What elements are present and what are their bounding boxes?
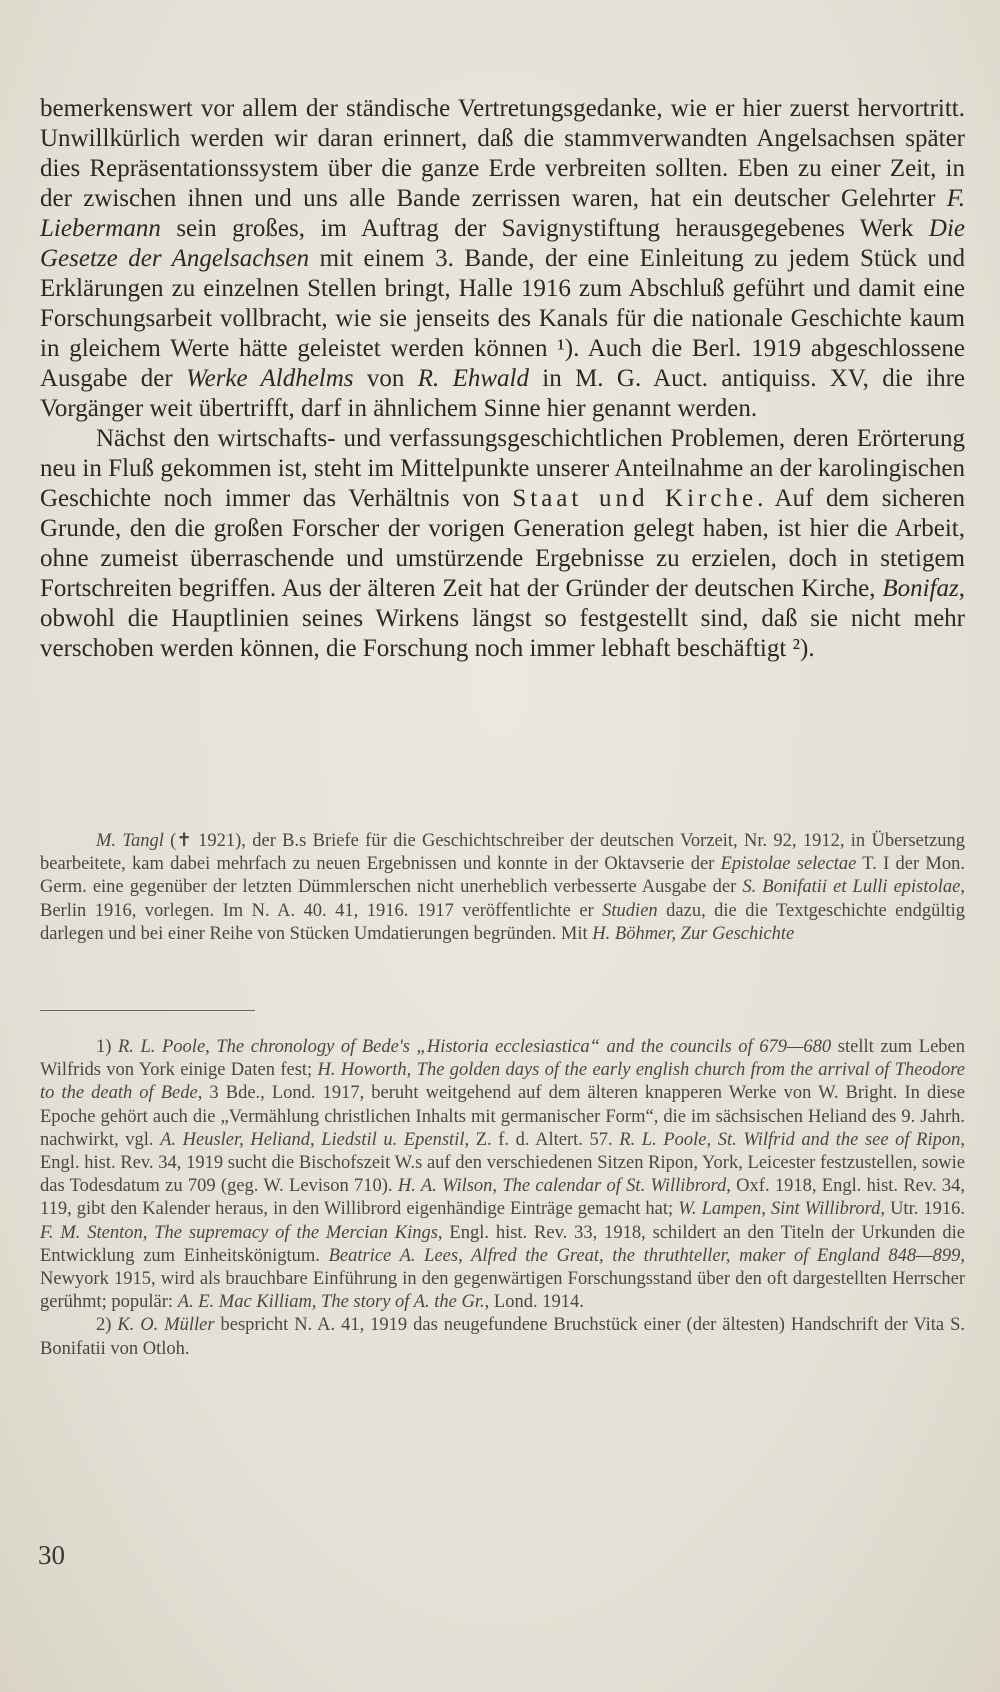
small-print-continuation (40, 830, 965, 946)
text-run: Nächst den wirtschafts- und verfassungsgeschichtlichen Problemen, deren Erörterung neu in Fluß gekommen ist, steht im Mittelpunkte unserer Anteilnahme an der karolingischen Geschichte noch immer das Verhältnis von (40, 425, 965, 512)
text-run: (✝ 1921), der B.s Briefe für die Geschichtschreiber der deutschen Vorzeit, Nr. 92, 1912, in Übersetzung bearbeitete, kam dabei mehrfach zu neuen Ergebnissen und konnte in der Oktavserie der (40, 831, 965, 875)
text-run: , Engl. hist. Rev. 34, 1919 sucht die Bischofszeit W.s auf den verschiedenen Sitzen Ripon, York, Leicester festzustellen, sowie das Todesdatum zu 709 (geg. W. Levison 710). (40, 1129, 965, 1197)
citation: R. L. Poole, St. Wilfrid and the see of Ripon (619, 1129, 961, 1150)
footnote-1 (40, 1036, 965, 1314)
author-name: R. Ehwald (417, 365, 529, 392)
citation: A. Heusler, Heliand, Liedstil u. Epenstil (160, 1129, 465, 1150)
author-name: H. Böhmer, Zur Geschichte (592, 923, 795, 944)
footnote-divider (40, 1010, 255, 1011)
text-run: , obwohl die Hauptlinien seines Wirkens längst so festgestellt sind, daß sie nicht mehr verschoben werden können, die Forschung noch immer lebhaft beschäftigt ²). (40, 575, 965, 662)
paragraph-1 (40, 94, 965, 424)
author-name: M. Tangl (96, 831, 164, 851)
text-run: bemerkenswert vor allem der ständische Vertretungsgedanke, wie er hier zuerst hervortritt. Unwillkürlich werden wir daran erinnert, daß die stammverwandten Angelsachsen später dies Repräsentationssystem über die ganze Erde verbreiten sollten. Eben zu einer Zeit, in der zwischen ihnen und uns alle Bande zerrissen waren, hat ein deutscher Gelehrter (40, 95, 965, 212)
text-run: , Berlin 1916, vorlegen. Im N. A. 40. 41, 1916. 1917 veröffentlichte er (40, 877, 965, 921)
text-run: in M. G. Auct. antiquiss. XV, die ihre Vorgänger weit übertrifft, darf in ähnlichem Sinne hier genannt werden. (40, 365, 966, 422)
footnote-2 (40, 1314, 965, 1360)
person-name: Bonifaz (882, 575, 959, 602)
author-name: K. O. Müller (117, 1315, 215, 1336)
text-run: T. I der Mon. Germ. eine gegenüber der letzten Dümmlerschen nicht unerheblich verbesserte Ausgabe der (40, 854, 965, 898)
work-title: Werke Aldhelms (186, 365, 354, 392)
text-run: , Newyork 1915, wird als brauchbare Einführung in den gegenwärtigen Forschungsstand über den oft dargestellten Herrscher gerühmt; populär: (40, 1245, 965, 1313)
text-run: stellt zum Leben Wilfrids von York einige Daten fest; (40, 1037, 965, 1081)
text-run: , Utr. 1916. (880, 1199, 966, 1220)
text-run: sein großes, im Auftrag der Savignystiftung herausgegebenes Werk (160, 215, 929, 242)
text-run: , Z. f. d. Altert. 57. (464, 1129, 620, 1150)
work-title: Studien (602, 900, 658, 921)
citation: F. M. Stenton, The supremacy of the Mercian Kings (40, 1222, 438, 1243)
text-run: , 3 Bde., Lond. 1917, beruht weitgehend auf dem älteren knapperen Werke von W. Bright. In diese Epoche gehört auch die „Vermählung christlichen Inhalts mit germanischer Form“, die im sächsischen Heliand des 9. Jahrh. nachwirkt, vgl. (40, 1083, 965, 1150)
work-title: Epistolae selectae (720, 854, 857, 875)
text-run: dazu, die die Textgeschichte endgültig darlegen und bei einer Reihe von Stücken Umdatierungen begründen. Mit (40, 900, 966, 944)
footnote-number: 1) (96, 1037, 118, 1057)
paragraph-small (40, 830, 965, 946)
text-run: , Oxf. 1918, Engl. hist. Rev. 34, 119, gibt den Kalender heraus, in den Willibrord eigenhändige Einträge gemacht hat; (40, 1176, 965, 1220)
citation: R. L. Poole, The chronology of Bede's „Historia ecclesiastica“ and the councils of 679—680 (118, 1037, 832, 1057)
work-title: S. Bonifatii et Lulli epistolae (742, 877, 961, 898)
work-title: Die Gesetze der Angelsachsen (40, 215, 965, 272)
spaced-emphasis: Staat und Kirche (512, 485, 758, 512)
citation: H. Howorth, The golden days of the early english church from the arrival of Theodore to the death of Bede (40, 1060, 965, 1104)
citation: H. A. Wilson, The calendar of St. Willibrord (397, 1176, 727, 1197)
page-number: 30 (38, 1540, 65, 1570)
text-run: von (353, 365, 418, 392)
citation: A. E. Mac Killiam, The story of A. the Gr. (177, 1292, 485, 1313)
paragraph-2 (40, 424, 965, 664)
text-run: bespricht N. A. 41, 1919 das neugefundene Bruchstück einer (der ältesten) Handschrift der Vita S. Bonifatii von Otloh. (40, 1315, 965, 1359)
text-run: . Auf dem sicheren Grunde, den die großen Forscher der vorigen Generation gelegt haben, ist hier die Arbeit, ohne zumeist überraschende und umstürzende Ergebnisse zu erzielen, doch in stetigem Fortschreiten begriffen. Aus der älteren Zeit hat der Gründer der deutschen Kirche, (40, 485, 965, 602)
main-text (40, 94, 965, 664)
text-run: , Engl. hist. Rev. 33, 1918, schildert an den Titeln der Urkunden die Entwicklung zum Einheitskönigtum. (40, 1222, 966, 1266)
text-run: , Lond. 1914. (484, 1292, 584, 1313)
citation: Beatrice A. Lees, Alfred the Great, the thruthteller, maker of England 848—899 (328, 1245, 961, 1266)
citation: W. Lampen, Sint Willibrord (678, 1199, 881, 1220)
footnote-number: 2) (96, 1315, 118, 1336)
author-name: F. Liebermann (40, 185, 965, 242)
text-run: mit einem 3. Bande, der eine Einleitung zu jedem Stück und Erklärungen zu einzelnen Stellen bringt, Halle 1916 zum Abschluß geführt und damit eine Forschungsarbeit vollbracht, wie sie jenseits des Kanals für die nationale Geschichte kaum in gleichem Werte hätte geleistet werden können ¹). Auch die Berl. 1919 abgeschlossene Ausgabe der (40, 245, 966, 392)
footnotes (40, 1036, 965, 1361)
